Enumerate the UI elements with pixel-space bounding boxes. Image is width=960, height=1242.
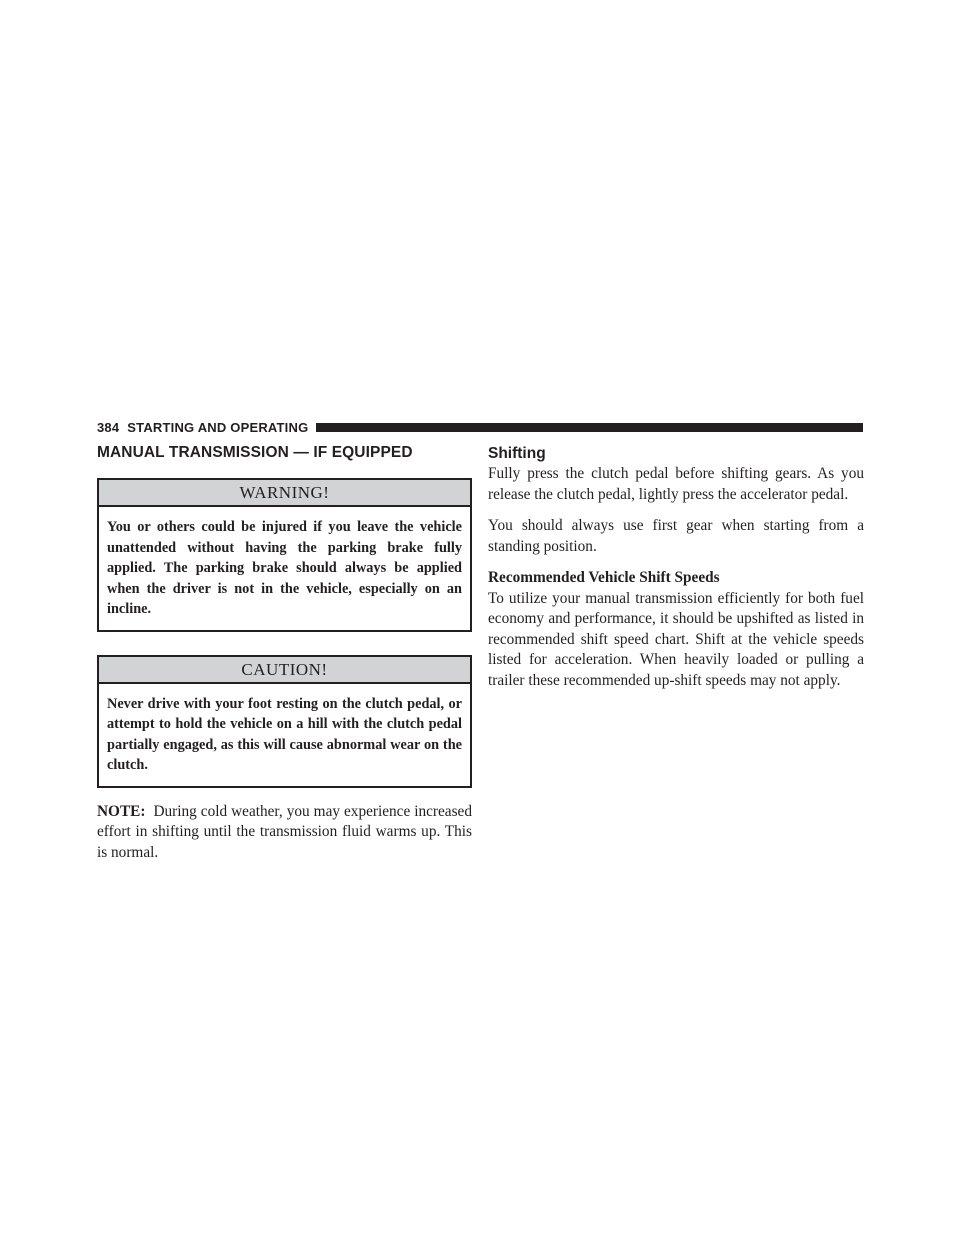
shift-speeds-subheading: Recommended Vehicle Shift Speeds [488,569,720,586]
note-paragraph [97,802,472,864]
shift-speeds-paragraph: To utilize your manual transmission efficiently for both fuel economy and performance, it should be upshifted as listed in recommended shift speed chart. Shift at the vehicle speeds listed for acceleration. When heavily loaded or pulling a trailer these recommended up-shift speeds may not apply. [488,589,864,689]
note-text: During cold weather, you may experience increased effort in shifting until the transmission fluid warms up. This is normal. [97,802,472,861]
caution-box [97,655,472,788]
warning-box [97,478,472,632]
caution-label: CAUTION! [99,657,470,684]
warning-label: WARNING! [99,480,470,507]
page-number: 384 [97,419,120,435]
caution-text: Never drive with your foot resting on the clutch pedal, or attempt to hold the vehicle on a hill with the clutch pedal partially engaged, as this will cause abnormal wear on the clutch. [107,695,462,773]
left-column [97,441,472,863]
shifting-heading: Shifting [488,445,546,462]
page-header [97,419,863,435]
note-label: NOTE: [97,802,146,820]
section-title: STARTING AND OPERATING [127,419,309,435]
header-rule [316,423,863,432]
right-column [488,441,864,691]
warning-text: You or others could be injured if you leave the vehicle unattended without having the parking brake fully applied. The parking brake should always be applied when the driver is not in the vehicle, especially on an incline. [107,519,462,617]
manual-transmission-title: MANUAL TRANSMISSION — IF EQUIPPED [97,444,413,461]
shifting-paragraph-2: You should always use first gear when starting from a standing position. [488,517,864,555]
shifting-paragraph-1: Fully press the clutch pedal before shifting gears. As you release the clutch pedal, lightly press the accelerator pedal. [488,465,864,503]
